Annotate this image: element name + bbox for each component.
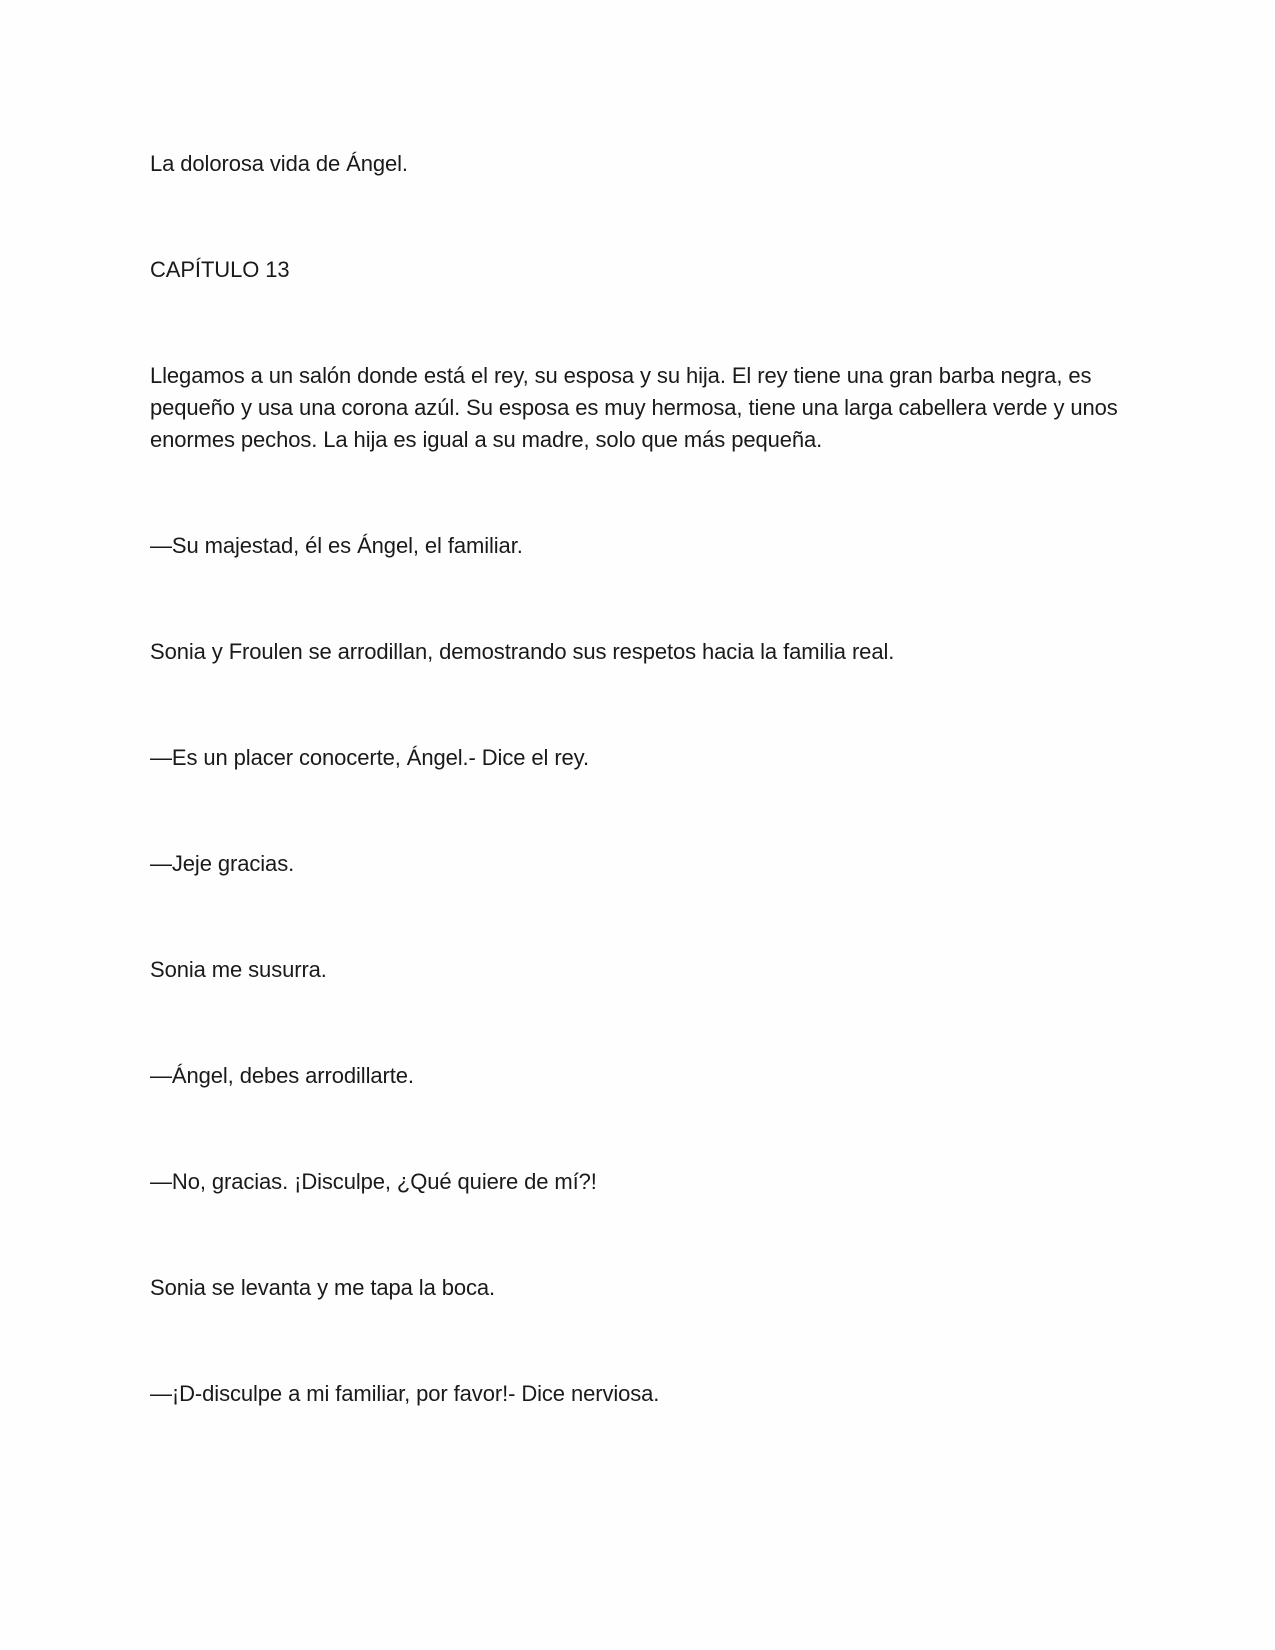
paragraph: Llegamos a un salón donde está el rey, su esposa y su hija. El rey tiene una gran barba negra, es pequeño y usa una corona azúl. Su esposa es muy hermosa, tiene una larga cabellera verde y unos enormes pechos. La hija es igual a su madre, solo que más pequeña. bbox=[150, 363, 1118, 452]
paragraph: —No, gracias. ¡Disculpe, ¿Qué quiere de mí?! bbox=[150, 1169, 597, 1194]
paragraph: Sonia se levanta y me tapa la boca. bbox=[150, 1275, 496, 1300]
paragraph: Sonia me susurra. bbox=[150, 957, 327, 982]
paragraph: —¡D-disculpe a mi familiar, por favor!- Dice nerviosa. bbox=[150, 1381, 660, 1406]
paragraph: —Es un placer conocerte, Ángel.- Dice el rey. bbox=[150, 745, 589, 770]
document-title: La dolorosa vida de Ángel. bbox=[150, 151, 408, 176]
paragraph: —Ángel, debes arrodillarte. bbox=[150, 1063, 414, 1088]
paragraph: —Jeje gracias. bbox=[150, 851, 295, 876]
paragraph: Sonia y Froulen se arrodillan, demostrando sus respetos hacia la familia real. bbox=[150, 639, 895, 664]
paragraph: —Su majestad, él es Ángel, el familiar. bbox=[150, 533, 523, 558]
chapter-heading: CAPÍTULO 13 bbox=[150, 257, 290, 282]
